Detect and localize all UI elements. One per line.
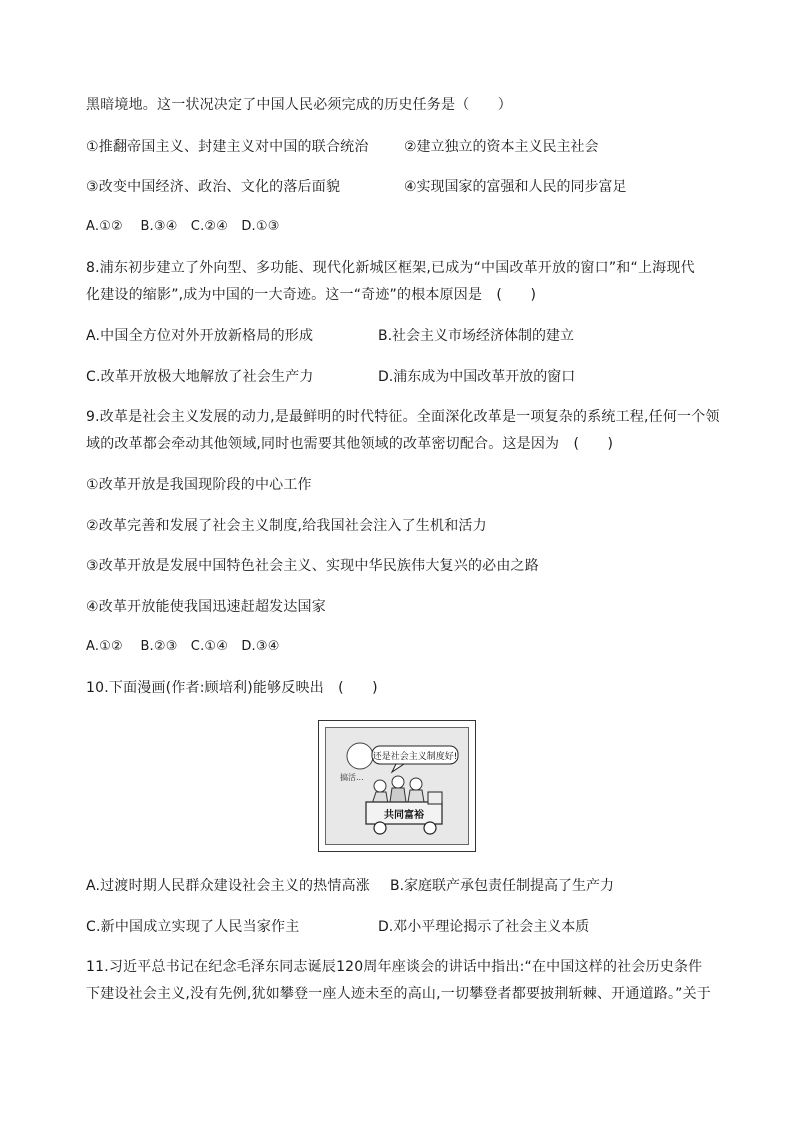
- q10-choice-a: A.过渡时期人民群众建设社会主义的热情高涨: [86, 878, 370, 894]
- q10-choice-b: B.家庭联产承包责任制提高了生产力: [390, 878, 615, 894]
- q8-choice-d: D.浦东成为中国改革开放的窗口: [378, 369, 576, 385]
- cartoon-inner-frame: [325, 727, 469, 845]
- q7-option-4: ④实现国家的富强和人民的同步富足: [404, 179, 627, 195]
- side-text: 搞活...: [340, 773, 364, 782]
- q9-stem-line-1: 9.改革是社会主义发展的动力,是最鲜明的时代特征。全面深化改革是一项复杂的系统工程,任何一个领: [86, 409, 720, 425]
- vehicle-text: 共同富裕: [384, 810, 424, 821]
- q7-answers: A.①② B.③④ C.②④ D.①③: [86, 219, 280, 234]
- q9-option-4: ④改革开放能使我国迅速赶超发达国家: [86, 599, 326, 615]
- q9-option-2: ②改革完善和发展了社会主义制度,给我国社会注入了生机和活力: [86, 518, 487, 534]
- sun-shape: [347, 743, 373, 769]
- q9-stem-line-2: 域的改革都会牵动其他领域,同时也需要其他领域的改革密切配合。这是因为 ( ): [86, 436, 614, 452]
- q8-choice-a: A.中国全方位对外开放新格局的形成: [86, 328, 314, 344]
- line-1: 黑暗境地。这一状况决定了中国人民必须完成的历史任务是（ ）: [86, 97, 512, 113]
- q9-option-3: ③改革开放是发展中国特色社会主义、实现中华民族伟大复兴的必由之路: [86, 558, 539, 574]
- q9-answers: A.①② B.②③ C.①④ D.③④: [86, 639, 280, 654]
- q8-choice-c: C.改革开放极大地解放了社会生产力: [86, 369, 314, 385]
- q9-option-1: ①改革开放是我国现阶段的中心工作: [86, 477, 312, 493]
- q11-stem-line-1: 11.习近平总书记在纪念毛泽东同志诞辰120周年座谈会的讲话中指出:“在中国这样的社会历史条件: [86, 959, 703, 975]
- q7-option-2: ②建立独立的资本主义民主社会: [404, 139, 599, 155]
- q8-choice-b: B.社会主义市场经济体制的建立: [378, 328, 575, 344]
- q7-option-3: ③改变中国经济、政治、文化的落后面貌: [86, 179, 341, 195]
- q10-stem: 10.下面漫画(作者:顾培利)能够反映出 ( ): [86, 680, 378, 696]
- q10-choice-c: C.新中国成立实现了人民当家作主: [86, 919, 300, 935]
- q10-choice-d: D.邓小平理论揭示了社会主义本质: [378, 919, 590, 935]
- q8-stem-line-1: 8.浦东初步建立了外向型、多功能、现代化新城区框架,已成为“中国改革开放的窗口”和“上海现代: [86, 260, 695, 276]
- q11-stem-line-2: 下建设社会主义,没有先例,犹如攀登一座人迹未至的高山,一切攀登者都要披荆斩棘、开通道路。”关于: [86, 986, 712, 1002]
- cartoon-drawing: [326, 728, 470, 846]
- q8-stem-line-2: 化建设的缩影”,成为中国的一大奇迹。这一“奇迹”的根本原因是 ( ): [86, 287, 537, 303]
- q7-option-1: ①推翻帝国主义、封建主义对中国的联合统治: [86, 139, 369, 155]
- speech-text: 还是社会主义制度好!: [372, 752, 458, 762]
- cartoon-figure: [318, 720, 476, 852]
